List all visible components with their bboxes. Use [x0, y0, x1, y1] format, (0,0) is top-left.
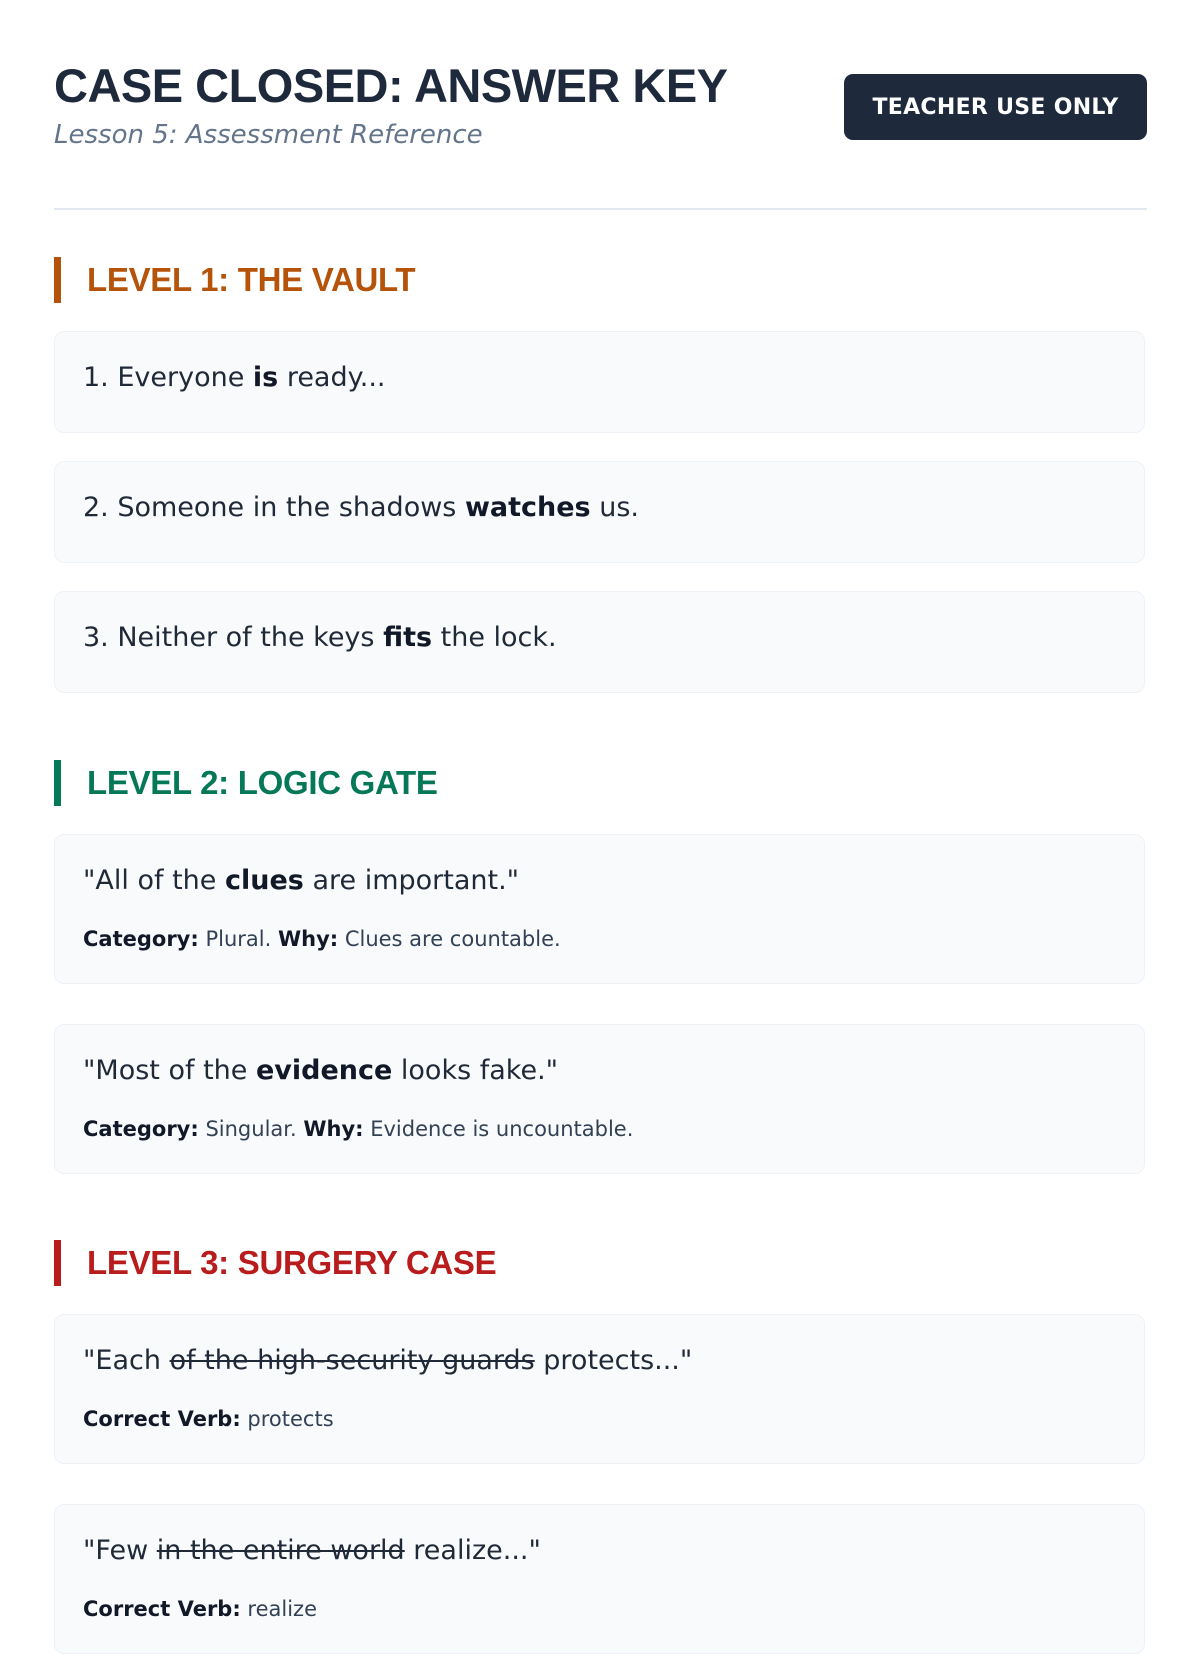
struck-phrase: in the entire world [156, 1535, 405, 1566]
page-subtitle: Lesson 5: Assessment Reference [54, 120, 483, 150]
answer-sentence: 2. Someone in the shadows watches us. [83, 492, 639, 523]
answer-verb: is [252, 362, 279, 393]
page-title: CASE CLOSED: ANSWER KEY [54, 59, 728, 112]
level-2-heading: LEVEL 2: LOGIC GATE [54, 760, 438, 806]
correct-verb-note: Correct Verb: realize [83, 1597, 317, 1621]
answer-sentence: "All of the clues are important." [83, 865, 520, 896]
answer-verb: fits [383, 622, 433, 653]
level-3-heading: LEVEL 3: SURGERY CASE [54, 1240, 496, 1286]
answer-sentence: "Few in the entire world realize..." [83, 1535, 541, 1566]
answer-sentence: "Each of the high-security guards protects..." [83, 1345, 693, 1376]
teacher-use-only-badge: TEACHER USE ONLY [844, 74, 1147, 140]
answer-subject: evidence [255, 1055, 393, 1086]
answer-card [54, 1504, 1145, 1654]
answer-card [54, 1314, 1145, 1464]
answer-sentence: "Most of the evidence looks fake." [83, 1055, 559, 1086]
answer-subject: clues [224, 865, 304, 896]
answer-explanation: Category: Singular. Why: Evidence is uncountable. [83, 1117, 634, 1141]
answer-card [54, 834, 1145, 984]
answer-card [54, 1024, 1145, 1174]
correct-verb-note: Correct Verb: protects [83, 1407, 334, 1431]
answer-verb: watches [464, 492, 591, 523]
answer-card [54, 591, 1145, 693]
answer-card [54, 461, 1145, 563]
struck-phrase: of the high-security guards [169, 1345, 535, 1376]
level-1-heading: LEVEL 1: THE VAULT [54, 257, 415, 303]
answer-card [54, 331, 1145, 433]
answer-sentence: 1. Everyone is ready... [83, 362, 386, 393]
page-header [54, 58, 1147, 210]
answer-explanation: Category: Plural. Why: Clues are countable. [83, 927, 561, 951]
answer-sentence: 3. Neither of the keys fits the lock. [83, 622, 557, 653]
